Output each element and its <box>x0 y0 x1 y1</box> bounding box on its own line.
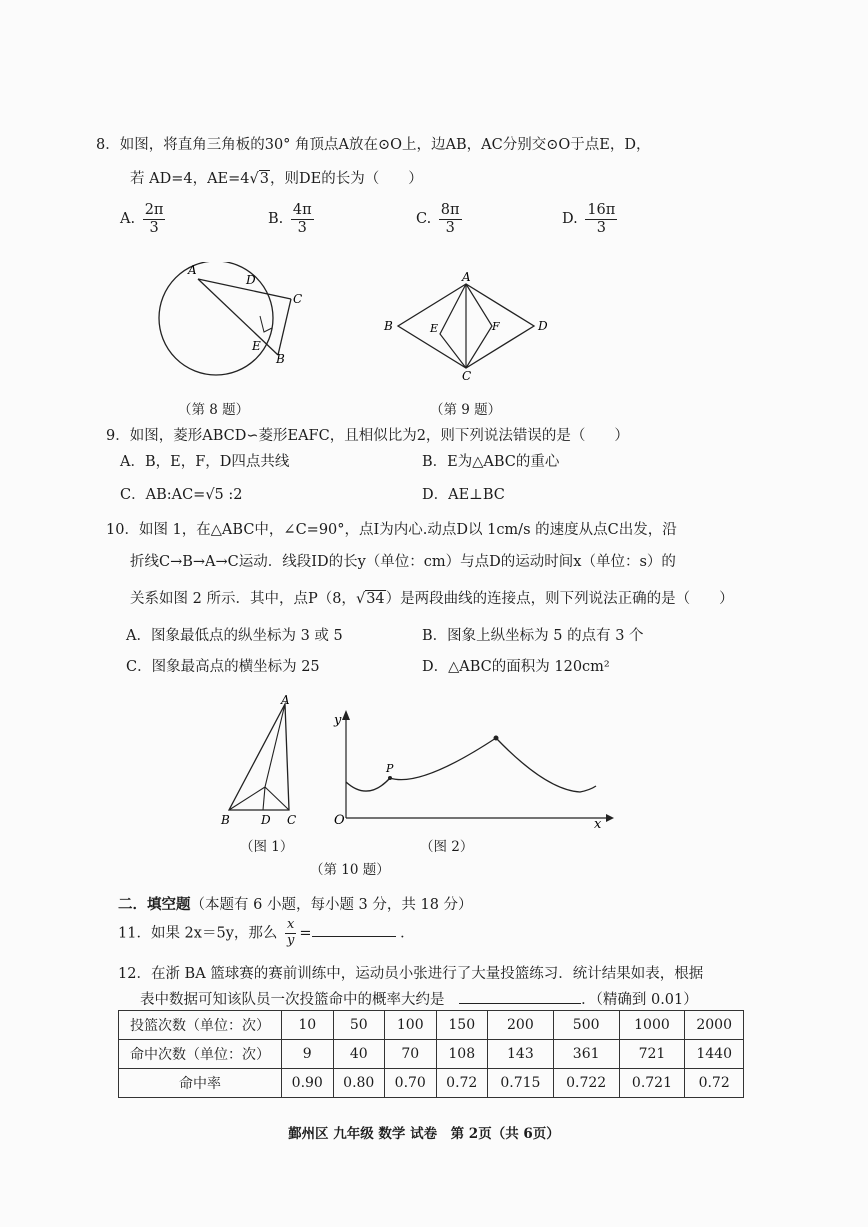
line-cb <box>278 299 291 355</box>
label-a: A <box>188 263 197 277</box>
figure-8-caption: （第 8 题） <box>178 402 250 418</box>
figure-10-2 <box>328 706 618 830</box>
q12-line1: 12．在浙 BA 篮球赛的赛前训练中，运动员小张进行了大量投篮练习．统计结果如表，根据 <box>118 966 704 982</box>
section-2-title: 二．填空题 <box>118 896 191 913</box>
table-cell: 108 <box>436 1040 488 1069</box>
q8-option-c[interactable]: C. $\frac{8\pi}{3}$ <box>416 202 460 236</box>
table-cell: 2000 <box>685 1011 744 1040</box>
table-row <box>119 1040 744 1069</box>
table-cell: 9 <box>282 1040 334 1069</box>
q10-line1: 10．如图 1，在△ABC中，∠C=90°，点I为内心.动点D以 1cm/s 的速度从点C出发，沿 <box>106 522 677 538</box>
point-peak <box>494 736 499 741</box>
label-x: x <box>594 817 602 830</box>
table-cell: 10 <box>282 1011 334 1040</box>
figure-10-caption: （第 10 题） <box>310 862 390 878</box>
label-b: B <box>221 813 230 827</box>
q9-option-b[interactable]: B．E为△ABC的重心 <box>422 454 560 470</box>
table-cell: 500 <box>553 1011 619 1040</box>
q10-option-a[interactable]: A．图象最低点的纵坐标为 3 或 5 <box>126 628 343 644</box>
q9-text: 9．如图，菱形ABCD∽菱形EAFC，且相似比为2，则下列说法错误的是（ ） <box>106 428 629 444</box>
table-row <box>119 1011 744 1040</box>
q12-line2: 表中数据可知该队员一次投篮命中的概率大约是 ．（精确到 0.01） <box>140 992 698 1008</box>
figure-9 <box>380 268 560 383</box>
q10-option-b[interactable]: B．图象上纵坐标为 5 的点有 3 个 <box>422 628 644 644</box>
line-ai <box>265 704 285 787</box>
table-cell: 0.70 <box>385 1069 437 1098</box>
label-a: A <box>462 270 471 284</box>
figure-10-1 <box>215 692 305 828</box>
q10-option-c[interactable]: C．图象最高点的横坐标为 25 <box>126 659 320 675</box>
figure-8 <box>150 262 310 392</box>
q10-option-d[interactable]: D．△ABC的面积为 120cm² <box>422 659 610 675</box>
table-cell: 200 <box>488 1011 554 1040</box>
q8-line1 <box>96 133 651 154</box>
table-cell: 0.90 <box>282 1069 334 1098</box>
q9-option-c[interactable]: C．AB:AC=√5 :2 <box>120 487 243 503</box>
table-cell: 1440 <box>685 1040 744 1069</box>
label-b: B <box>384 319 393 333</box>
right-angle-mark <box>260 316 272 332</box>
table-cell: 0.715 <box>488 1069 554 1098</box>
label-y: y <box>334 713 342 728</box>
table-cell: 0.72 <box>685 1069 744 1098</box>
row-header: 命中率 <box>119 1069 282 1098</box>
q8-text: 如图，将直角三角板的30° 角顶点A放在⊙O上，边AB，AC分别交⊙O于点E，D， <box>119 137 651 153</box>
line-ac <box>198 279 291 299</box>
q8-option-b[interactable]: B. $\frac{4\pi}{3}$ <box>268 202 312 236</box>
figure-9-caption: （第 9 题） <box>430 402 502 418</box>
label-d: D <box>538 319 548 333</box>
x-axis-arrow <box>606 814 614 822</box>
table-cell: 0.80 <box>333 1069 385 1098</box>
q8-line2: 若 AD=4，AE=4√3，则DE的长为（ ） <box>130 171 423 187</box>
q12-answer-blank[interactable] <box>459 1003 581 1004</box>
table-cell: 0.72 <box>436 1069 488 1098</box>
label-e: E <box>430 322 439 335</box>
figure-10-1-caption: （图 1） <box>240 839 294 855</box>
line-aec <box>440 284 466 368</box>
y-axis-arrow <box>342 710 350 720</box>
page-footer: 鄞州区 九年级 数学 试卷 第 2页（共 6页） <box>288 1126 560 1142</box>
table-cell: 50 <box>333 1011 385 1040</box>
label-d: D <box>246 273 256 287</box>
line-id <box>263 787 265 810</box>
q10-line2: 折线C→B→A→C运动．线段ID的长y（单位：cm）与点D的运动时间x（单位：s）的 <box>130 554 676 570</box>
point-p <box>388 776 392 780</box>
table-cell: 100 <box>385 1011 437 1040</box>
table-row <box>119 1069 744 1098</box>
table-cell: 150 <box>436 1011 488 1040</box>
triangle-abc <box>229 704 289 810</box>
shooting-table <box>118 1010 744 1098</box>
label-f: F <box>492 320 500 333</box>
circle-o <box>159 262 273 375</box>
label-e: E <box>252 339 261 353</box>
label-o: O <box>334 813 345 828</box>
q9-option-d[interactable]: D．AE⊥BC <box>422 487 505 503</box>
figure-10-2-caption: （图 2） <box>420 839 474 855</box>
q11-answer-blank[interactable] <box>312 936 396 937</box>
table-cell: 1000 <box>619 1011 685 1040</box>
label-c: C <box>287 813 297 827</box>
row-header: 投篮次数（单位：次） <box>119 1011 282 1040</box>
line-ci <box>265 787 289 810</box>
q8-option-d[interactable]: D. $\frac{16\pi}{3}$ <box>562 202 616 236</box>
table-cell: 721 <box>619 1040 685 1069</box>
q8-number: 8． <box>96 137 120 153</box>
label-a: A <box>281 693 290 707</box>
section-2-header <box>118 893 473 914</box>
label-c: C <box>462 369 472 383</box>
table-cell: 40 <box>333 1040 385 1069</box>
table-cell: 0.721 <box>619 1069 685 1098</box>
table-cell: 361 <box>553 1040 619 1069</box>
q11: 11．如果 2x＝5y，那么 $\frac{x}{y}$ = ． <box>118 917 415 948</box>
row-header: 命中次数（单位：次） <box>119 1040 282 1069</box>
table-cell: 0.722 <box>553 1069 619 1098</box>
line-afc <box>466 284 492 368</box>
table-cell: 143 <box>488 1040 554 1069</box>
section-2-desc: （本题有 6 小题，每小题 3 分，共 18 分） <box>190 897 473 913</box>
q8-option-a[interactable]: A. $\frac{2\pi}{3}$ <box>120 202 164 236</box>
label-p: P <box>386 762 394 775</box>
q10-line3: 关系如图 2 所示．其中，点P（8，√34）是两段曲线的连接点，则下列说法正确的是（ ） <box>130 591 734 607</box>
curve-y-x <box>346 738 596 792</box>
label-b: B <box>276 352 285 366</box>
label-d: D <box>261 813 271 827</box>
table-cell: 70 <box>385 1040 437 1069</box>
label-c: C <box>293 292 303 306</box>
q9-option-a[interactable]: A．B，E，F，D四点共线 <box>120 454 290 470</box>
